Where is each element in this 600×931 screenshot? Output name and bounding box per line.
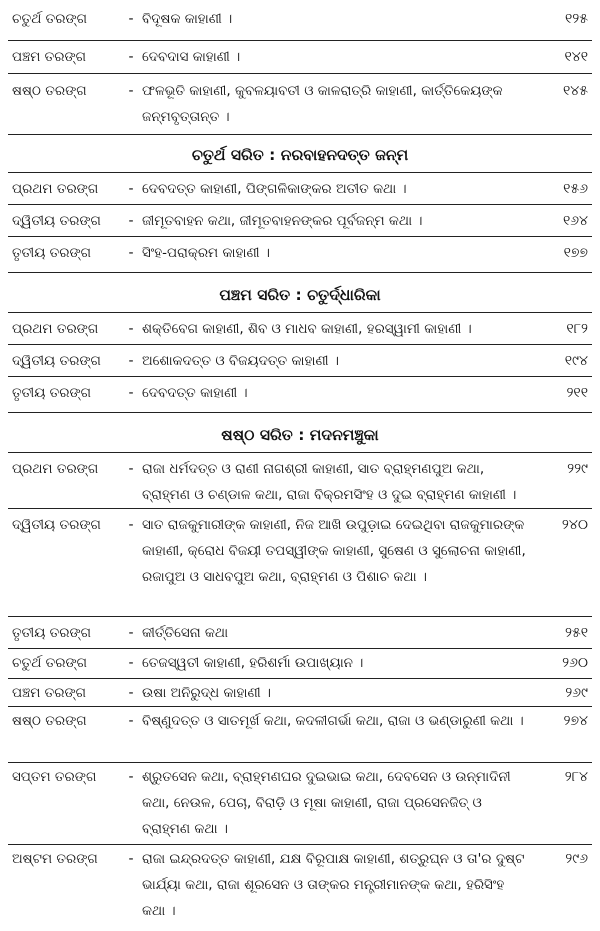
entry-page-number: ୨୬୯ — [565, 685, 588, 701]
row-divider — [8, 376, 592, 377]
entry-dash: - — [128, 625, 134, 641]
row-divider — [8, 40, 592, 41]
entry-dash: - — [128, 245, 134, 261]
row-divider — [8, 648, 592, 649]
entry-label: ଷଷ୍ଠ ତରଙ୍ଗ — [12, 713, 87, 729]
entry-dash: - — [128, 83, 134, 99]
row-divider — [8, 508, 592, 509]
entry-page-number: ୧୪୫ — [562, 83, 588, 99]
entry-dash: - — [128, 49, 134, 65]
row-divider — [8, 204, 592, 205]
entry-page-number: ୧୮୨ — [566, 321, 588, 337]
entry-label: ଦ୍ୱିତୀୟ ତରଙ୍ଗ — [12, 213, 101, 229]
row-divider — [8, 678, 592, 679]
row-divider — [8, 412, 592, 413]
entry-description: ତେଜସ୍ୱତୀ କାହାଣୀ, ହରିଶର୍ମା ଉପାଖ୍ୟାନ । — [142, 655, 364, 671]
entry-label: ପ୍ରଥମ ତରଙ୍ଗ — [12, 461, 99, 477]
entry-description: ସିଂହ-ପରାକ୍ରମ କାହାଣୀ । — [142, 245, 270, 261]
entry-label: ଦ୍ୱିତୀୟ ତରଙ୍ଗ — [12, 353, 101, 369]
entry-description: ଶ୍ରୁତସେନ କଥା, ବ୍ରାହ୍ମଣଘର ଦୁଇଭାଇ କଥା, ଦେବସେନ ଓ ଉନ୍ମାଦିନୀ କଥା, ନେଉଳ, ପେଚା, ବିରାଡ଼ି ଓ ମୂଷା କାହାଣୀ, ରାଜା ପ୍ରସେନଜିତ୍ ଓ ବ୍ରାହ୍ମଣ କଥା । — [142, 769, 511, 837]
row-divider — [8, 452, 592, 453]
entry-label: ତୃତୀୟ ତରଙ୍ଗ — [12, 385, 92, 401]
entry-dash: - — [128, 321, 134, 337]
entry-description: ଅଶୋକଦତ୍ତ ଓ ବିଜୟଦତ୍ତ କାହାଣୀ । — [142, 353, 339, 369]
entry-description: ଉଷା ଅନିରୁଦ୍ଧ କାହାଣୀ । — [142, 685, 272, 701]
entry-label: ଅଷ୍ଟମ ତରଙ୍ଗ — [12, 851, 98, 867]
entry-description: ରାଜା ଧର୍ମଦତ୍ତ ଓ ରାଣୀ ନାଗଶ୍ରୀ କାହାଣୀ, ସାତ ବ୍ରାହ୍ମଣପୁଅ କଥା, ବ୍ରାହ୍ମଣ ଓ ଚଣ୍ଡାଳ କଥା, ରାଜା ବିକ୍ରମସିଂହ ଓ ଦୁଇ ବ୍ରାହ୍ମଣ କାହାଣୀ । — [142, 461, 517, 503]
row-divider — [8, 762, 592, 763]
entry-page-number: ୧୫୬ — [563, 181, 588, 197]
entry-page-number: ୨୨୯ — [567, 461, 588, 477]
entry-label: ପଞ୍ଚମ ତରଙ୍ଗ — [12, 685, 87, 701]
entry-label: ପ୍ରଥମ ତରଙ୍ଗ — [12, 321, 99, 337]
entry-description: ଦେବଦତ୍ତ କାହାଣୀ । — [142, 385, 248, 401]
row-divider — [8, 844, 592, 845]
row-divider — [8, 134, 592, 135]
entry-page-number: ୧୨୫ — [564, 11, 588, 27]
entry-description: ଶକ୍ତିବେଗ କାହାଣୀ, ଶିବ ଓ ମାଧବ କାହାଣୀ, ହରସ୍ୱାମୀ କାହାଣୀ । — [142, 321, 472, 337]
entry-label: ସପ୍ତମ ତରଙ୍ଗ — [12, 769, 97, 785]
entry-page-number: ୨୮୪ — [564, 769, 588, 785]
entry-page-number: ୨୭୪ — [563, 713, 588, 729]
entry-label: ପଞ୍ଚମ ତରଙ୍ଗ — [12, 49, 87, 65]
row-divider — [8, 172, 592, 173]
entry-dash: - — [128, 685, 134, 701]
entry-description: ବିଦୂଷକ କାହାଣୀ । — [142, 11, 233, 27]
entry-dash: - — [128, 353, 134, 369]
entry-dash: - — [128, 11, 134, 27]
row-divider — [8, 344, 592, 345]
entry-label: ପ୍ରଥମ ତରଙ୍ଗ — [12, 181, 99, 197]
entry-dash: - — [128, 181, 134, 197]
row-divider — [8, 236, 592, 237]
entry-dash: - — [128, 713, 134, 729]
entry-page-number: ୨୪୦ — [561, 517, 588, 533]
entry-label: ଚତୁର୍ଥ ତରଙ୍ଗ — [12, 11, 88, 27]
entry-description: ଦେବଦତ୍ତ କାହାଣୀ, ପିଙ୍ଗଳିକାଙ୍କର ଅତୀତ କଥା । — [142, 181, 407, 197]
entry-page-number: ୧୭୭ — [563, 245, 588, 261]
entry-dash: - — [128, 517, 134, 533]
entry-page-number: ୨୧୧ — [566, 385, 588, 401]
row-divider — [8, 616, 592, 617]
entry-dash: - — [128, 851, 134, 867]
entry-label: ତୃତୀୟ ତରଙ୍ଗ — [12, 245, 92, 261]
entry-dash: - — [128, 213, 134, 229]
section-heading: ଷଷ୍ଠ ସରିତ : ମଦନମଞ୍ଚୁକା — [221, 426, 379, 444]
entry-description: ରାଜା ଇନ୍ଦ୍ରଦତ୍ତ କାହାଣୀ, ଯକ୍ଷ ବିରୂପାକ୍ଷ କାହାଣୀ, ଶତ୍ରୁଘ୍ନ ଓ ତା'ର ଦୁଷ୍ଟ ଭାର୍ଯ୍ୟା କଥା, ରାଜା ଶୂରସେନ ଓ ତାଙ୍କର ମନ୍ତ୍ରୀମାନଙ୍କ କଥା, ହରିସିଂହ କଥା । — [142, 851, 525, 919]
entry-label: ଦ୍ୱିତୀୟ ତରଙ୍ଗ — [12, 517, 101, 533]
section-heading: ଚତୁର୍ଥ ସରିତ : ନରବାହନଦତ୍ତ ଜନ୍ମ — [191, 146, 409, 164]
entry-description: ଦେବଦାସ କାହାଣୀ । — [142, 49, 241, 65]
entry-label: ଚତୁର୍ଥ ତରଙ୍ଗ — [12, 655, 88, 671]
entry-label: ତୃତୀୟ ତରଙ୍ଗ — [12, 625, 92, 641]
entry-page-number: ୧୪୧ — [564, 49, 588, 65]
entry-label: ଷଷ୍ଠ ତରଙ୍ଗ — [12, 83, 87, 99]
entry-page-number: ୨୫୧ — [564, 625, 588, 641]
entry-description: କୀର୍ତ୍ତିସେନା କଥା — [142, 625, 229, 641]
entry-dash: - — [128, 461, 134, 477]
row-divider — [8, 312, 592, 313]
entry-page-number: ୨୯୬ — [565, 851, 588, 867]
entry-description: ଫଳଭୂତି କାହାଣୀ, କୁବଳୟାବତୀ ଓ କାଳରାତ୍ରି କାହାଣୀ, କାର୍ତ୍ତିକେୟଙ୍କ ଜନ୍ମବୃତ୍ତାନ୍ତ । — [142, 83, 503, 125]
row-divider — [8, 706, 592, 707]
section-heading: ପଞ୍ଚମ ସରିତ : ଚତୁର୍ଦ୍ଧାରିକା — [219, 286, 381, 304]
entry-description: ଜୀମୂତବାହନ କଥା, ଜୀମୂତବାହନଙ୍କର ପୂର୍ବଜନ୍ମ କଥା । — [142, 213, 423, 229]
entry-dash: - — [128, 655, 134, 671]
entry-page-number: ୧୯୪ — [564, 353, 588, 369]
entry-page-number: ୨୬୦ — [562, 655, 588, 671]
entry-description: ସାତ ରାଜକୁମାରୀଙ୍କ କାହାଣୀ, ନିଜ ଆଖି ଉପୁଡ଼ାଇ ଦେଇଥିବା ରାଜକୁମାରଙ୍କ କାହାଣୀ, କ୍ରୋଧ ବିଜୟୀ ତପସ୍ୱୀଙ୍କ କାହାଣୀ, ସୁଷେଣ ଓ ସୁଲୋଚନା କାହାଣୀ, ରଜାପୁଅ ଓ ସାଧବପୁଅ କଥା, ବ୍ରାହ୍ମଣ ଓ ପିଶାଚ କଥା । — [142, 517, 526, 585]
entry-dash: - — [128, 769, 134, 785]
entry-description: ବିଷ୍ଣୁଦତ୍ତ ଓ ସାତମୂର୍ଖ କଥା, କଦଳୀଗର୍ଭା କଥା, ରାଜା ଓ ଭଣ୍ଡାରୁଣୀ କଥା । — [142, 713, 524, 729]
row-divider — [8, 272, 592, 273]
entry-dash: - — [128, 385, 134, 401]
row-divider — [8, 73, 592, 74]
entry-page-number: ୧୬୪ — [562, 213, 588, 229]
